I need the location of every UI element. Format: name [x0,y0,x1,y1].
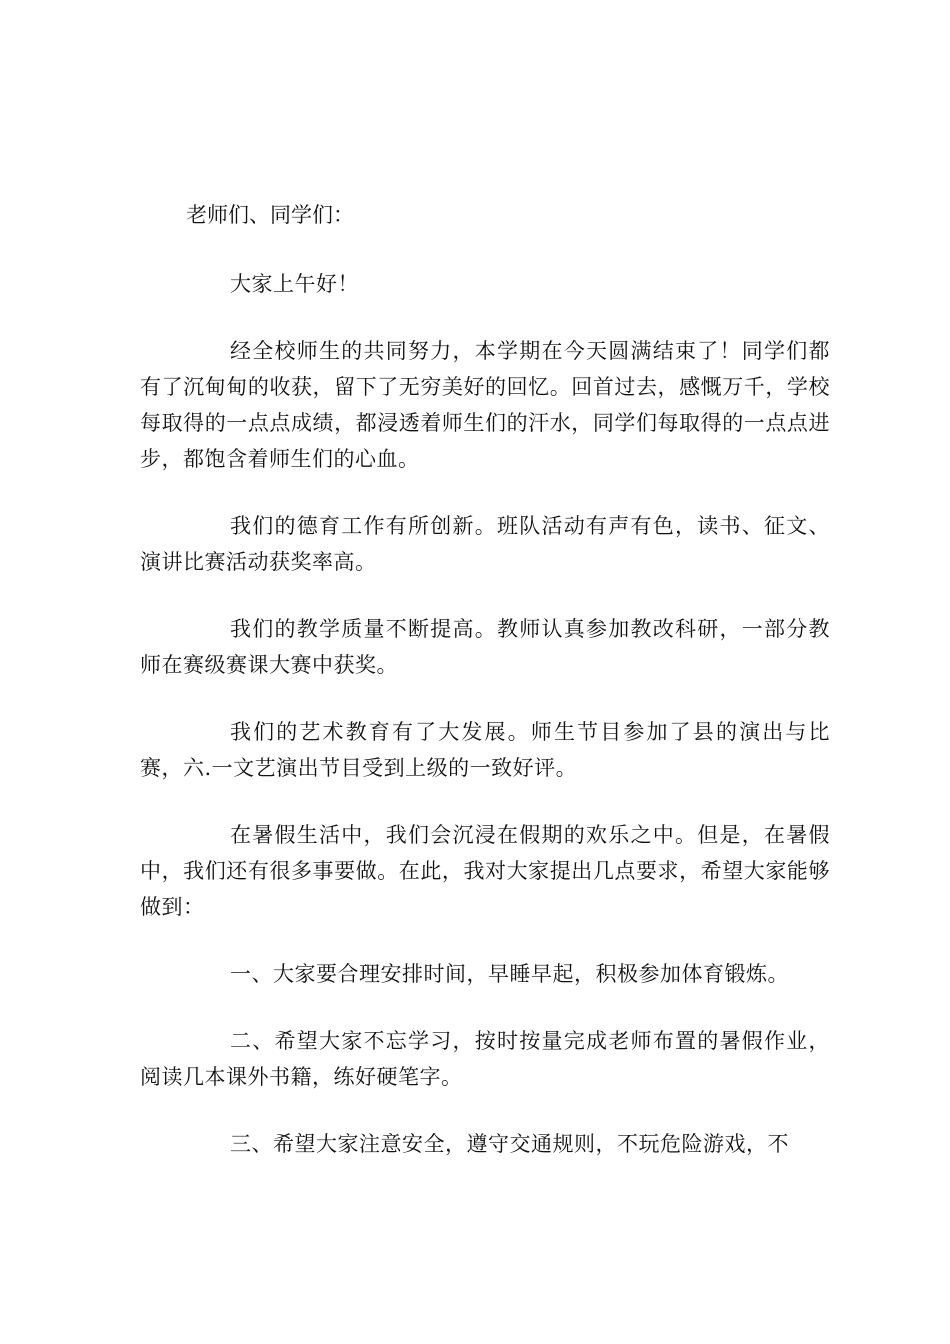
greeting-line: 老师们、同学们： [186,203,354,227]
paragraph-opening: 大家上午好！ [230,272,359,296]
paragraph-teaching-quality: 我们的教学质量不断提高。教师认真参加教改科研，一部分教师在赛级赛课大赛中获奖。 [140,617,830,677]
paragraph-summer-intro: 在暑假生活中，我们会沉浸在假期的欢乐之中。但是，在暑假中，我们还有很多事要做。在此，我对大家提出几点要求，希望大家能够做到： [140,823,830,919]
paragraph-requirement-3: 三、希望大家注意安全，遵守交通规则，不玩危险游戏，不 [230,1132,789,1156]
paragraph-art-education: 我们的艺术教育有了大发展。师生节目参加了县的演出与比赛，六.一文艺演出节目受到上级的一致好评。 [140,720,830,780]
paragraph-semester-summary: 经全校师生的共同努力，本学期在今天圆满结束了！同学们都有了沉甸甸的收获，留下了无穷美好的回忆。回首过去，感慨万千，学校每取得的一点点成绩，都浸透着师生们的汗水，同学们每取得的一点点进步，都饱含着师生们的心血。 [140,339,830,471]
paragraph-moral-education: 我们的德育工作有所创新。班队活动有声有色，读书、征文、演讲比赛活动获奖率高。 [140,514,830,574]
paragraph-requirement-1: 一、大家要合理安排时间，早睡早起，积极参加体育锻炼。 [230,962,789,986]
speech-body [140,266,830,1193]
paragraph-requirement-2: 二、希望大家不忘学习，按时按量完成老师布置的暑假作业，阅读几本课外书籍，练好硬笔字。 [140,1029,830,1089]
